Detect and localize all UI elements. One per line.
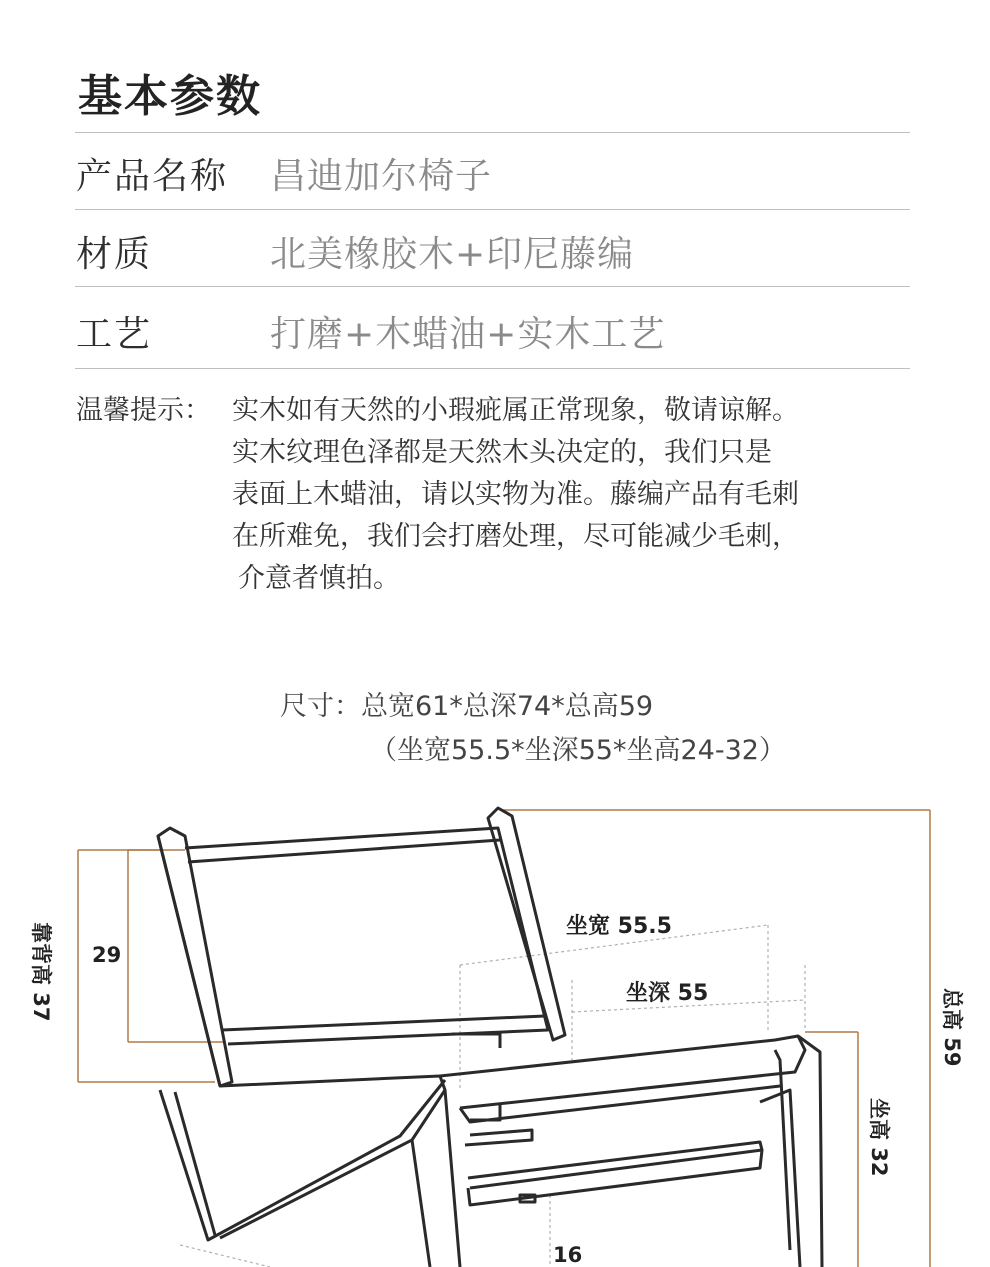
section-title: 基本参数	[78, 71, 262, 122]
notice-label: 温馨提示：	[76, 395, 211, 426]
dim-seat-width: 坐宽 55.5	[566, 914, 672, 939]
divider	[75, 209, 910, 210]
param-label-material: 材质	[76, 234, 153, 275]
notice-line: 在所难免，我们会打磨处理，尽可能减少毛刺，	[232, 521, 799, 552]
notice-line: 实木如有天然的小瑕疵属正常现象，敬请谅解。	[232, 395, 799, 426]
dim-leg-gap: 16	[553, 1243, 583, 1267]
param-value-material: 北美橡胶木+印尼藤编	[270, 234, 635, 275]
notice-line: 实木纹理色泽都是天然木头决定的，我们只是	[232, 437, 772, 468]
param-label-craft: 工艺	[76, 314, 153, 355]
chair-outline	[158, 808, 822, 1267]
dim-seat-height: 坐高 32	[867, 1098, 891, 1177]
size-seat-summary: （坐宽55.5*坐深55*坐高24-32）	[370, 735, 786, 766]
dim-backrest-inner: 29	[92, 943, 122, 967]
param-value-craft: 打磨+木蜡油+实木工艺	[270, 314, 666, 355]
dim-seat-depth: 坐深 55	[626, 981, 709, 1006]
chair-dimension-drawing	[0, 790, 990, 1267]
dim-total-height: 总高 59	[940, 988, 964, 1067]
notice-line: 表面上木蜡油，请以实物为准。藤编产品有毛刺	[232, 479, 799, 510]
divider	[75, 132, 910, 133]
param-label-name: 产品名称	[76, 156, 229, 197]
dimension-guides	[180, 925, 805, 1267]
divider	[75, 286, 910, 287]
size-summary: 尺寸：总宽61*总深74*总高59	[280, 691, 654, 722]
dim-backrest-height: 靠背高 37	[29, 922, 53, 1022]
param-value-name: 昌迪加尔椅子	[270, 156, 493, 197]
divider	[75, 368, 910, 369]
notice-line: 介意者慎拍。	[238, 563, 400, 594]
